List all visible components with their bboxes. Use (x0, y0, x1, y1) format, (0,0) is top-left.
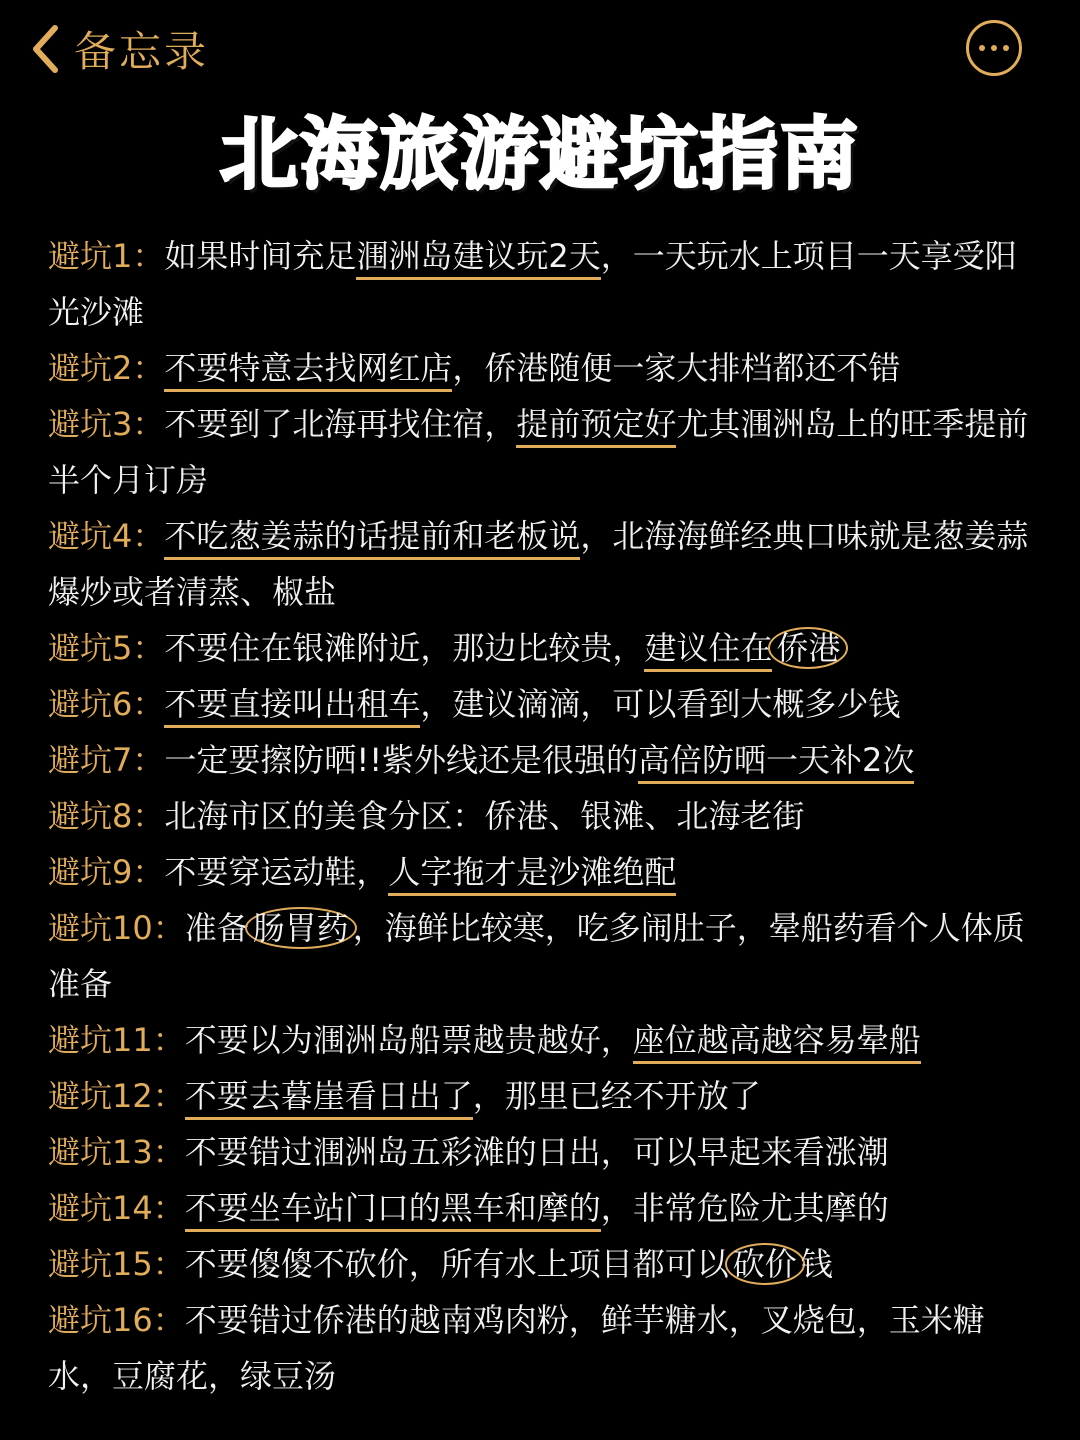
back-label: 备忘录 (74, 27, 210, 76)
tip-text-underlined: 高倍防晒一天补2次 (638, 741, 914, 784)
tip-label: 避坑11： (48, 1021, 185, 1059)
more-dot-icon (991, 45, 997, 51)
tip-10 (48, 900, 1038, 1012)
tip-text-circled: 侨港 (768, 627, 848, 669)
tip-label: 避坑7： (48, 741, 165, 779)
tip-text: 不要穿运动鞋， (164, 853, 389, 891)
back-button[interactable] (30, 18, 209, 80)
tip-text-underlined: 提前预定好 (516, 405, 676, 448)
tip-text: ，那里已经不开放了 (472, 1077, 761, 1115)
tip-text-underlined: 不要特意去找网红店 (164, 349, 452, 392)
tip-label: 避坑14： (48, 1189, 185, 1227)
tip-label: 避坑3： (48, 405, 165, 443)
tip-text-underlined: 座位越高越容易晕船 (633, 1021, 921, 1064)
tip-label: 避坑8： (48, 797, 165, 835)
tip-text: 不要到了北海再找住宿， (164, 405, 517, 443)
tip-label: 避坑16： (48, 1301, 185, 1339)
tip-4 (48, 508, 1038, 620)
tip-label: 避坑6： (48, 685, 165, 723)
tip-text: ，北海海鲜经典口味就是葱姜蒜爆炒或者清蒸、椒盐 (48, 517, 1029, 611)
tip-label: 避坑1： (48, 237, 165, 275)
chevron-left-icon (30, 24, 60, 74)
tip-text: 不要住在银滩附近，那边比较贵， (164, 629, 645, 667)
tip-text: ，侨港随便一家大排档都还不错 (452, 349, 901, 387)
tip-text-underlined: 不要去暮崖看日出了 (185, 1077, 473, 1120)
tip-15 (48, 1236, 1038, 1292)
tip-3 (48, 396, 1038, 508)
tip-label: 避坑2： (48, 349, 165, 387)
tip-12 (48, 1068, 1038, 1124)
tip-label: 避坑4： (48, 517, 165, 555)
tip-text-underlined: 不要坐车站门口的黑车和摩的 (185, 1189, 601, 1232)
tip-1 (48, 228, 1038, 340)
tip-text: 准备 (184, 909, 249, 947)
tip-text: 一定要擦防晒!!紫外线还是很强的 (164, 741, 639, 779)
tip-text: 北海市区的美食分区：侨港、银滩、北海老街 (164, 797, 805, 835)
tip-13 (48, 1124, 1038, 1180)
tip-text: 不要以为涠洲岛船票越贵越好， (184, 1021, 633, 1059)
tip-9 (48, 844, 1038, 900)
tip-label: 避坑5： (48, 629, 165, 667)
tip-text: 如果时间充足 (164, 237, 357, 275)
tip-11 (48, 1012, 1038, 1068)
tip-7 (48, 732, 1038, 788)
tip-label: 避坑12： (48, 1077, 185, 1115)
tip-text: ，建议滴滴，可以看到大概多少钱 (420, 685, 901, 723)
tip-text-underlined: 不吃葱姜蒜的话提前和老板说 (164, 517, 580, 560)
tip-text: 钱 (800, 1245, 833, 1283)
more-dot-icon (979, 45, 985, 51)
more-dot-icon (1003, 45, 1009, 51)
tip-text-circled: 砍价 (725, 1243, 805, 1285)
tip-14 (48, 1180, 1038, 1236)
tip-label: 避坑13： (48, 1133, 185, 1171)
tip-text-underlined: 人字拖才是沙滩绝配 (388, 853, 676, 896)
tip-text: ，非常危险尤其摩的 (600, 1189, 889, 1227)
navigation-bar (0, 0, 1080, 100)
tips-list (48, 228, 1038, 1404)
tip-text: ，一天玩水上项目一天享受阳光沙滩 (48, 237, 1017, 331)
tip-label: 避坑9： (48, 853, 165, 891)
tip-text-underlined: 建议住在 (644, 629, 772, 672)
tip-text: 不要错过涠洲岛五彩滩的日出，可以早起来看涨潮 (184, 1133, 889, 1171)
note-title: 北海旅游避坑指南 (219, 110, 860, 200)
tip-8 (48, 788, 1038, 844)
tip-text-underlined: 涠洲岛建议玩2天 (356, 237, 600, 280)
tip-text: 不要错过侨港的越南鸡肉粉，鲜芋糖水，叉烧包，玉米糖水，豆腐花，绿豆汤 (48, 1301, 985, 1395)
more-options-button[interactable] (966, 20, 1022, 76)
tip-text: ，海鲜比较寒，吃多闹肚子，晕船药看个人体质准备 (48, 909, 1025, 1003)
tip-label: 避坑10： (48, 909, 185, 947)
tip-label: 避坑15： (48, 1245, 185, 1283)
tip-text-underlined: 不要直接叫出租车 (164, 685, 420, 728)
tip-6 (48, 676, 1038, 732)
tip-text-circled: 肠胃药 (245, 907, 357, 949)
tip-5 (48, 620, 1038, 676)
tip-2 (48, 340, 1038, 396)
tip-text: 尤其涠洲岛上的旺季提前半个月订房 (48, 405, 1029, 499)
tip-text: 不要傻傻不砍价，所有水上项目都可以 (184, 1245, 729, 1283)
tip-16 (48, 1292, 1038, 1404)
